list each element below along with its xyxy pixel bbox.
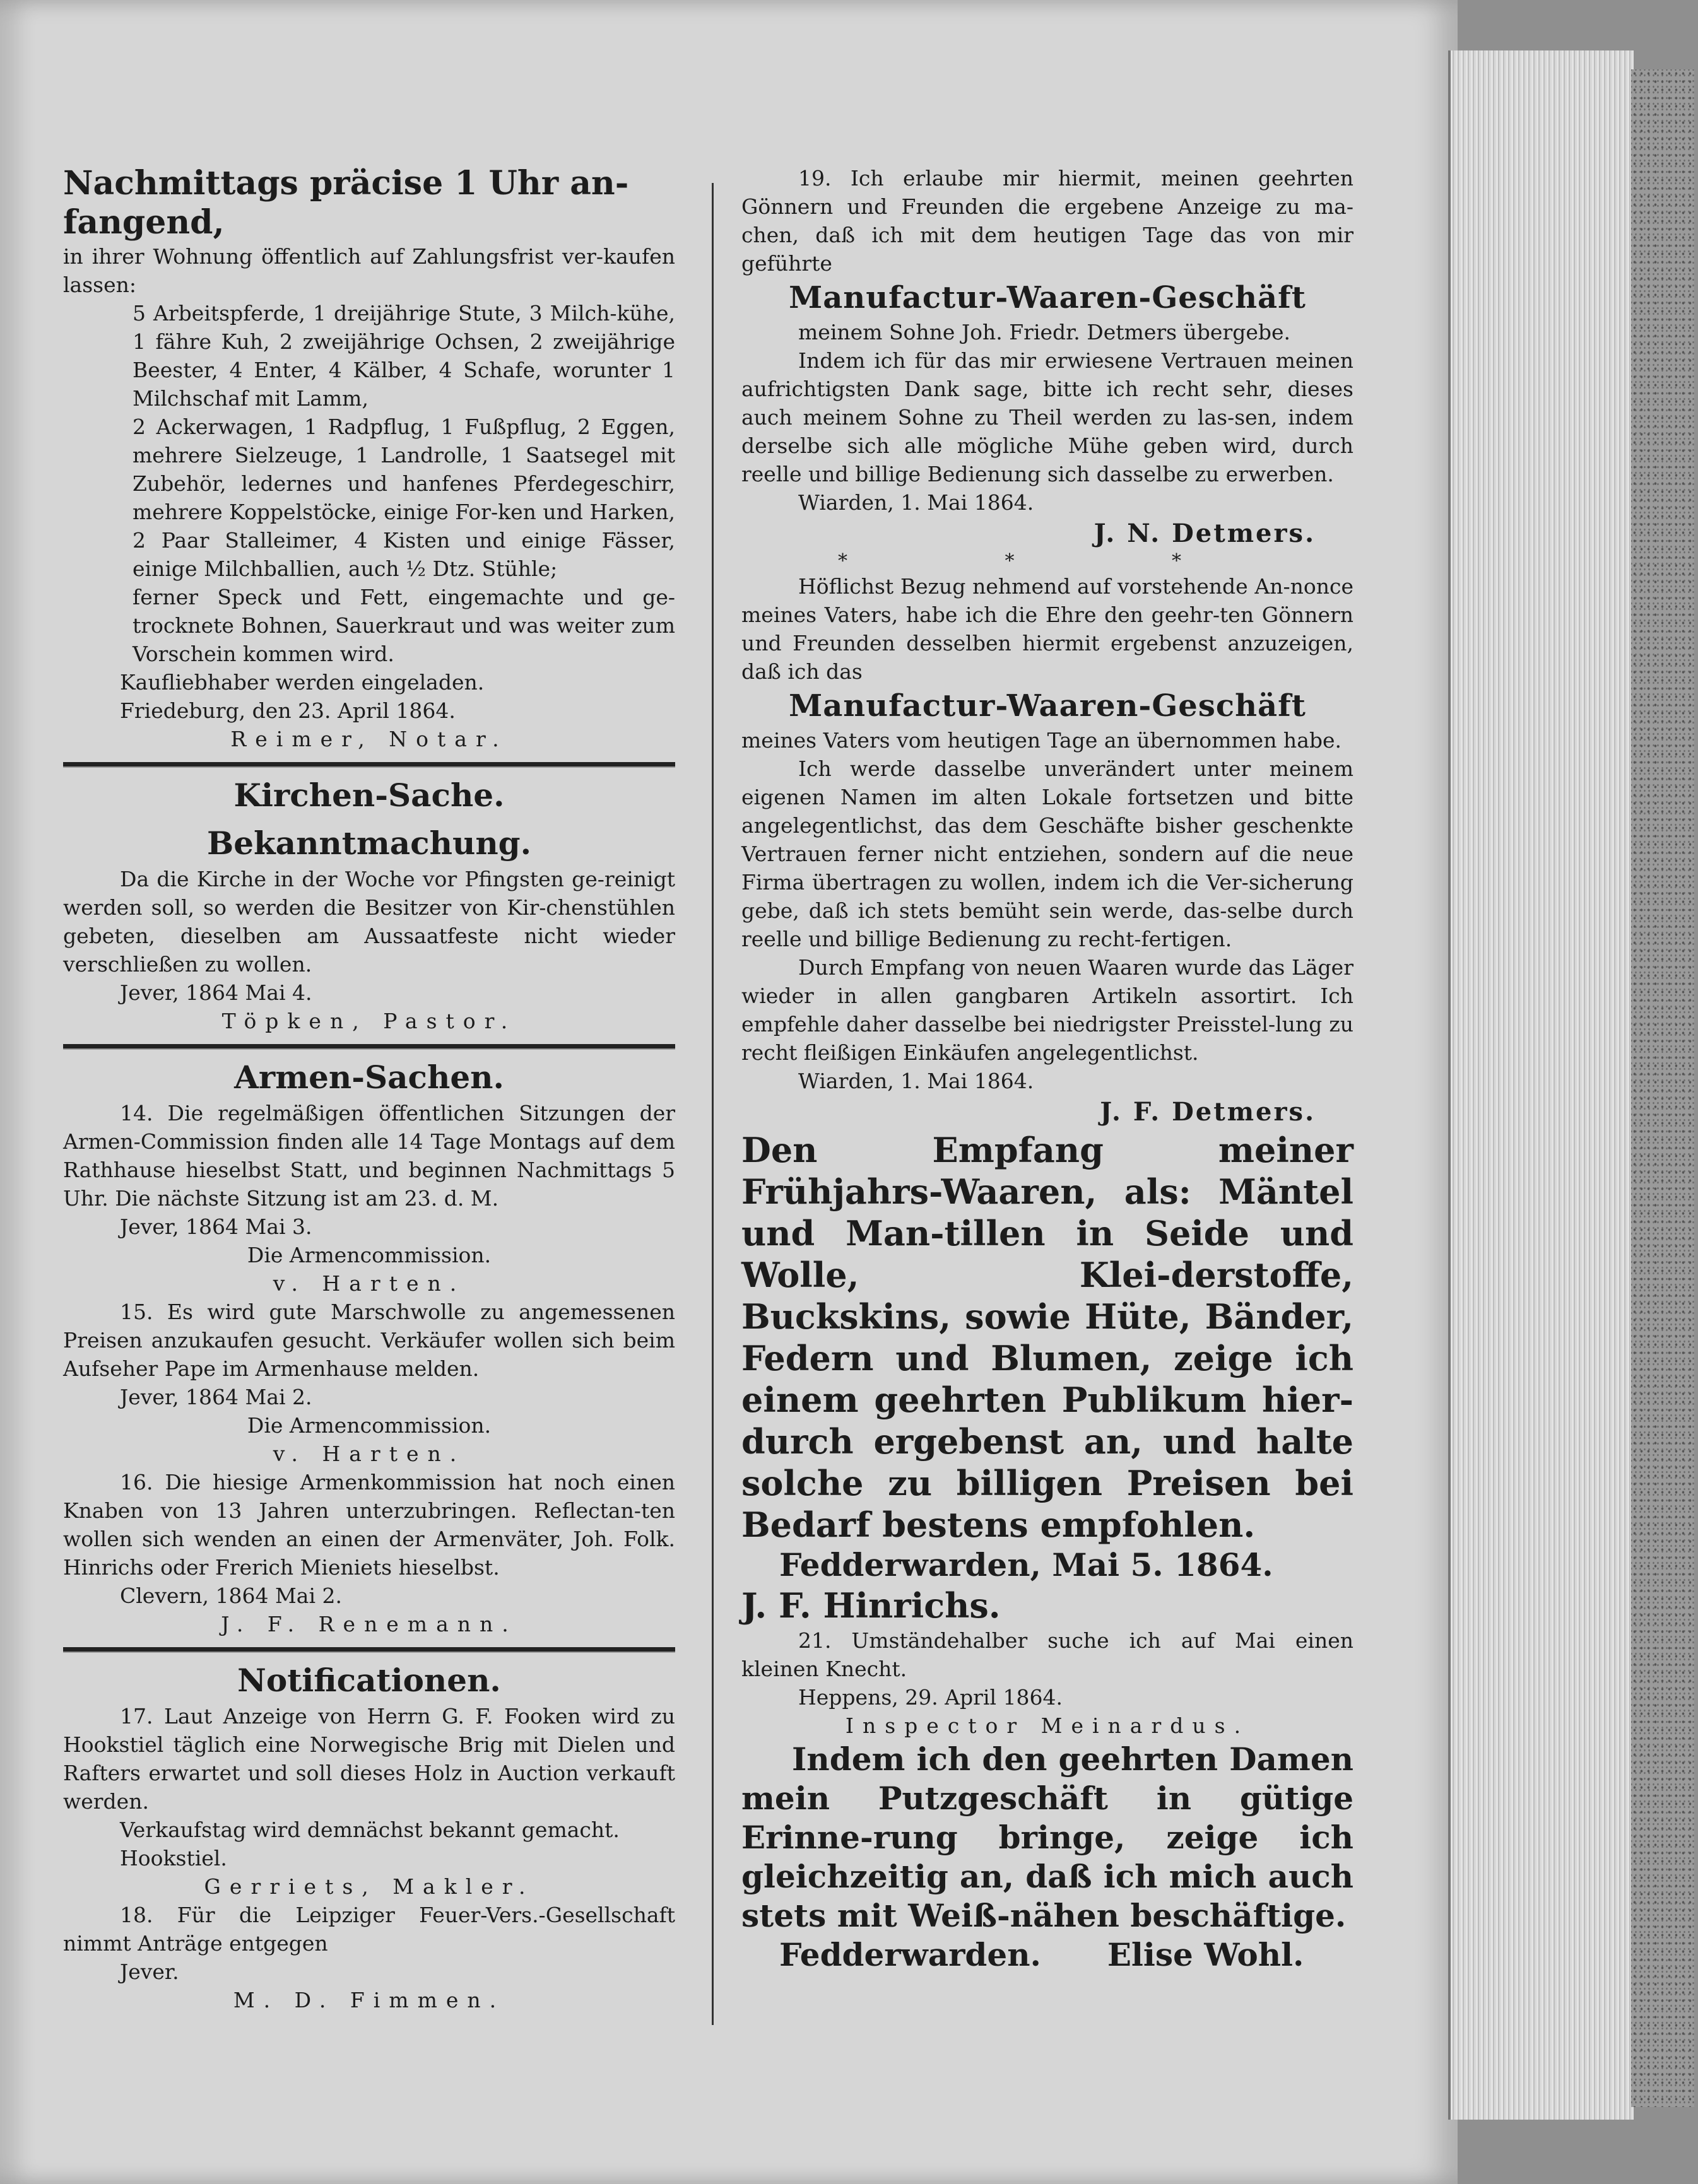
notice-15: 15. Es wird gute Marschwolle zu angemessenen Preisen anzukaufen gesucht. Verkäufer wollen sich beim Aufseher Pape im Armenhause melden. [63, 1300, 675, 1381]
handover-text: meinem Sohne Joh. Friedr. Detmers übergebe. [798, 320, 1291, 344]
wohl-ad-place: Fedderwarden. [779, 1936, 1041, 1973]
takeover-text: meines Vaters vom heutigen Tage an übernommen habe. [741, 728, 1342, 753]
auction-items-livestock: 5 Arbeitspferde, 1 dreijährige Stute, 3 Milch-kühe, 1 fähre Kuh, 2 zweijährige Ochsen, 2 zweijährige Beester, 4 Enter, 4 Kälber, 4 Schafe, worunter 1 Milchschaf mit Lamm, [133, 301, 675, 411]
continue-text: Ich werde dasselbe unverändert unter meinem eigenen Namen im alten Lokale fortsetzen und bitte angelegentlichst, das dem Geschäfte bisher geschenkte Vertrauen ferner nicht entziehen, sondern auf die neue Firma übertragen zu wollen, indem ich die Ver-sicherung gebe, daß ich stets bemüht sein werde, das-selbe durch reelle und billige Bedienung zu recht-fertigen. [741, 756, 1353, 951]
notice-18-place: Jever. [120, 1959, 179, 1984]
section-rule [63, 762, 675, 768]
church-signature: Töpken, Pastor. [221, 1009, 517, 1033]
notice-21 [741, 1626, 1353, 1740]
hinrichs-ad-text: Den Empfang meiner Frühjahrs-Waaren, als: Mäntel und Man-tillen in Seide und Wolle, Klei-derstoffe, Buckskins, sowie Hüte, Bänder, Federn und Blumen, zeige ich einem geehrten Publikum hier-durch ergebenst an, und halte solche zu billigen Preisen bei Bedarf bestens empfohlen. [741, 1130, 1353, 1545]
wohl-ad-signature: Elise Wohl. [1107, 1936, 1304, 1973]
hinrichs-ad-signature: J. F. Hinrichs. [741, 1585, 1001, 1626]
notice-16: 16. Die hiesige Armenkommission hat noch einen Knaben von 13 Jahren unterzubringen. Reflectan-ten wollen sich wenden an einen der Armenväter, Joh. Folk. Hinrichs oder Frerich Mieniets hieselbst. [63, 1470, 675, 1580]
wohl-ad-footer [741, 1935, 1353, 1975]
church-place-date: Jever, 1864 Mai 4. [120, 980, 312, 1005]
auction-signature: Reimer, Notar. [230, 727, 508, 751]
detmers-son-notice [741, 572, 1353, 1129]
notice-14-signature: v. Harten. [273, 1271, 466, 1296]
notice-19-place: Wiarden, 1. Mai 1864. [798, 490, 1034, 515]
notice-21-text: 21. Umständehalber suche ich auf Mai einen kleinen Knecht. [741, 1628, 1353, 1681]
left-column [63, 164, 675, 2014]
notice-17-date: Verkaufstag wird demnächst bekannt gemacht. [120, 1817, 620, 1842]
hinrichs-advertisement [741, 1129, 1353, 1626]
notice-16-signature: J. F. Renemann. [221, 1612, 517, 1636]
auction-place-date: Friedeburg, den 23. April 1864. [120, 698, 456, 723]
thanks-text: Indem ich für das mir erwiesene Vertrauen meinen aufrichtigsten Dank sage, bitte ich recht sehr, dieses auch meinem Sohne zu Theil werden zu las-sen, indem derselbe sich alle mögliche Mühe geben wird, durch reelle und billige Bedienung sich dasselbe zu erwerben. [741, 348, 1353, 486]
notice-20-place: Wiarden, 1. Mai 1864. [798, 1069, 1034, 1093]
notice-14-place: Jever, 1864 Mai 3. [120, 1214, 312, 1239]
reply-text: Höflichst Bezug nehmend auf vorstehende An-nonce meines Vaters, habe ich die Ehre den geehr-ten Gönnern und Freunden desselben hiermit ergebenst anzuzeigen, daß ich das [741, 574, 1353, 684]
notice-16-place: Clevern, 1864 Mai 2. [120, 1583, 342, 1608]
section-rule [63, 1044, 675, 1050]
auction-buyers: Kaufliebhaber werden eingeladen. [120, 670, 485, 695]
notice-14: 14. Die regelmäßigen öffentlichen Sitzungen der Armen-Commission finden alle 14 Tage Montags auf dem Rathhause hieselbst Statt, und beginnen Nachmittags 5 Uhr. Die nächste Sitzung ist am 23. d. M. [63, 1101, 675, 1211]
church-text: Da die Kirche in der Woche vor Pfingsten ge-reinigt werden soll, so werden die Besitzer von Kir-chenstühlen gebeten, dieselben am Aussaatfeste nicht wieder verschließen zu wollen. [63, 867, 675, 977]
poor-section [63, 1056, 675, 1638]
church-subtitle: Bekanntmachung. [206, 825, 532, 862]
church-title: Kirchen-Sache. [233, 777, 505, 814]
notice-19-signature: J. N. Detmers. [1094, 519, 1316, 548]
auction-items-food: ferner Speck und Fett, eingemachte und ge-trocknete Bohnen, Sauerkraut und was weiter zum Vorschein kommen wird. [133, 585, 675, 666]
notice-20-signature: J. F. Detmers. [1100, 1097, 1316, 1127]
notice-21-signature: Inspector Meinardus. [845, 1713, 1250, 1738]
book-page-edges [1448, 50, 1634, 2120]
firm-name-1: Manufactur-Waaren-Geschäft [789, 280, 1306, 315]
notice-15-signature: v. Harten. [273, 1441, 466, 1466]
notice-19: 19. Ich erlaube mir hiermit, meinen geehrten Gönnern und Freunden die ergebene Anzeige zu ma-chen, daß ich mit dem heutigen Tage das von mir geführte [741, 166, 1353, 276]
notice-18: 18. Für die Leipziger Feuer-Vers.-Gesellschaft nimmt Anträge entgegen [63, 1903, 675, 1956]
firm-name-2: Manufactur-Waaren-Geschäft [789, 688, 1306, 724]
notice-14-org: Die Armencommission. [247, 1243, 492, 1267]
notice-15-place: Jever, 1864 Mai 2. [120, 1385, 312, 1409]
wohl-advertisement [741, 1740, 1353, 1975]
notice-21-place: Heppens, 29. April 1864. [798, 1685, 1063, 1710]
auction-notice [63, 164, 675, 753]
right-column [741, 164, 1353, 1975]
notice-17: 17. Laut Anzeige von Herrn G. F. Fooken wird zu Hookstiel täglich eine Norwegische Brig mit Dielen und Rafters erwartet und soll dieses Holz in Auction verkauft werden. [63, 1704, 675, 1814]
book-cover-edge [1631, 69, 1694, 2107]
column-divider [712, 183, 714, 2025]
notice-17-signature: Gerriets, Makler. [204, 1874, 534, 1899]
notifications-title: Notificationen. [237, 1662, 501, 1699]
hinrichs-ad-place: Fedderwarden, Mai 5. 1864. [779, 1546, 1273, 1583]
notice-17-place: Hookstiel. [120, 1846, 227, 1870]
section-rule [63, 1647, 675, 1653]
detmers-father-notice [741, 164, 1353, 572]
auction-heading: Nachmittags präcise 1 Uhr an-fangend, [63, 164, 629, 242]
auction-intro: in ihrer Wohnung öffentlich auf Zahlungsfrist ver-kaufen lassen: [63, 244, 675, 297]
notifications-section [63, 1659, 675, 2014]
auction-items-equipment: 2 Ackerwagen, 1 Radpflug, 1 Fußpflug, 2 Eggen, mehrere Sielzeuge, 1 Landrolle, 1 Saatsegel mit Zubehör, ledernes und hanfenes Pferdegeschirr, mehrere Koppelstöcke, einige For-ken und Harken, 2 Paar Stalleimer, 4 Kisten und einige Fässer, einige Milchballien, auch ½ Dtz. Stühle; [133, 414, 675, 581]
church-section [63, 774, 675, 1035]
notice-15-org: Die Armencommission. [247, 1413, 492, 1438]
asterism: * * * [837, 550, 1258, 572]
stock-text: Durch Empfang von neuen Waaren wurde das Läger wieder in allen gangbaren Artikeln assortirt. Ich empfehle daher dasselbe bei niedrigster Preisstel-lung zu recht fleißigen Einkäufen angelegentlichst. [741, 955, 1353, 1065]
wohl-ad-text: Indem ich den geehrten Damen mein Putzgeschäft in gütige Erinne-rung bringe, zeige ich gleichzeitig an, daß ich mich auch stets mit Weiß-nähen beschäftige. [741, 1741, 1353, 1934]
poor-title: Armen-Sachen. [234, 1059, 504, 1096]
notice-18-signature: M. D. Fimmen. [233, 1988, 505, 2012]
